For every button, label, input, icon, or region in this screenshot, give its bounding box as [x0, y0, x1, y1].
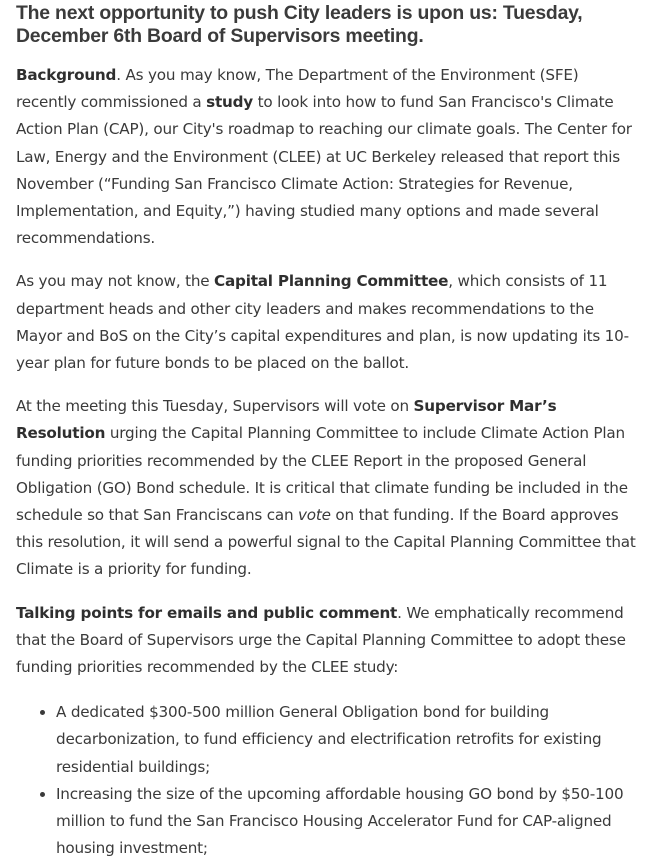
meeting-text-3: on that funding. If the Board approves this resolution, it will send a powerful signal to the Capital Planning Committee that Climate is a priority for funding.	[16, 506, 636, 579]
meeting-text-1: At the meeting this Tuesday, Supervisors will vote on	[16, 397, 414, 416]
meeting-paragraph	[16, 393, 641, 583]
committee-text-2: , which consists of 11 department heads and other city leaders and makes recommendations to the Mayor and BoS on the City’s capital expenditures and plan, is now updating its 10-year plan for future bonds to be placed on the ballot.	[16, 272, 629, 373]
study-link-text: study	[206, 93, 254, 112]
vote-emphasis: vote	[298, 506, 331, 525]
background-paragraph	[16, 62, 641, 252]
talking-points-label: Talking points for emails and public comment	[16, 603, 398, 622]
committee-name: Capital Planning Committee	[214, 272, 449, 291]
background-text-2: to look into how to fund San Francisco's Climate Action Plan (CAP), our City's roadmap to reaching our climate goals. The Center for Law, Energy and the Environment (CLEE) at UC Berkeley released that report this November (“Funding San Francisco Climate Action: Strategies for Revenue, Implementation, and Equity,”) having studied many options and made several recommendations.	[16, 93, 632, 248]
talking-points-text: . We emphatically recommend that the Board of Supervisors urge the Capital Planning Committee to adopt these funding priorities recommended by the CLEE study:	[16, 603, 626, 677]
committee-paragraph	[16, 268, 641, 377]
resolution-name: Supervisor Mar’s Resolution	[16, 397, 557, 443]
list-item: • Increasing the size of the upcoming affordable housing GO bond by $50-100 million to fund the San Francisco Housing Accelerator Fund for CAP-aligned housing investment;	[56, 781, 641, 862]
background-text-1: . As you may know, The Department of the Environment (SFE) recently commissioned a	[16, 66, 579, 112]
talking-points-paragraph	[16, 600, 641, 682]
meeting-text-2: urging the Capital Planning Committee to include Climate Action Plan funding priorities recommended by the CLEE Report in the proposed General Obligation (GO) Bond schedule. It is critical that climate funding be included in the schedule so that San Franciscans can	[16, 424, 628, 525]
committee-text-1: As you may not know, the	[16, 272, 215, 291]
background-label: Background	[16, 66, 117, 84]
page-heading: The next opportunity to push City leaders is upon us: Tuesday, December 6th Board of Supervisors meeting.	[16, 2, 583, 47]
list-item: • A dedicated $300-500 million General Obligation bond for building decarbonization, to fund efficiency and electrification retrofits for existing residential buildings;	[56, 699, 641, 781]
funding-priorities-list	[16, 699, 641, 862]
